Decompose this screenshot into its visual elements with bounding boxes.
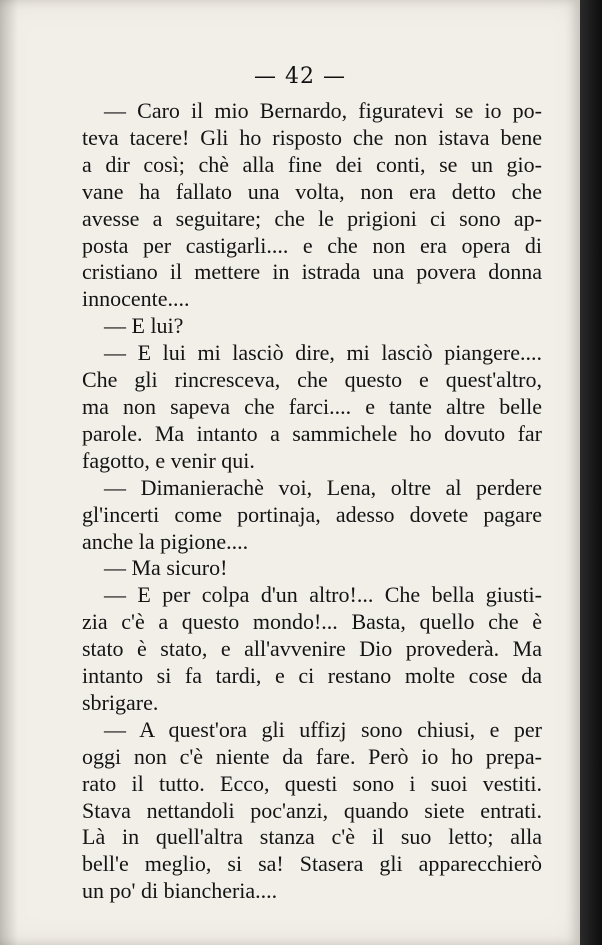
gutter-shadow — [0, 0, 18, 945]
text-line: vane ha fallato una volta, non era detto che — [82, 178, 542, 204]
text-line: posta per castigarli.... e che non era opera di — [82, 232, 542, 258]
text-line: stato è stato, e all'avvenire Dio provederà. Ma — [82, 636, 542, 662]
text-line: — Dimanierachè voi, Lena, oltre al perdere — [104, 474, 542, 500]
text-line: un po' di biancheria.... — [82, 878, 278, 904]
text-line: anche la pigione.... — [82, 528, 249, 554]
text-line: Che gli rincresceva, che questo e quest'altro, — [82, 367, 542, 393]
text-line: cristiano il mettere in istrada una povera donna — [82, 259, 542, 285]
text-line: sbrigare. — [82, 689, 159, 715]
text-line: oggi non c'è niente da fare. Però io ho prepa- — [82, 743, 542, 769]
text-line: Stava nettandoli poc'anzi, quando siete entrati. — [82, 797, 542, 823]
text-line: a dir così; chè alla fine dei conti, se un gio- — [82, 151, 542, 177]
text-line: gl'incerti come portinaja, adesso dovete pagare — [82, 501, 542, 527]
text-line: intanto si fa tardi, e ci restano molte cose da — [82, 663, 542, 689]
body-text — [82, 98, 542, 905]
book-edge — [580, 0, 602, 945]
page-number: — 42 — — [254, 64, 346, 89]
text-line: — A quest'ora gli uffizj sono chiusi, e per — [104, 716, 542, 742]
text-line: innocente.... — [82, 286, 190, 312]
text-line: parole. Ma intanto a sammichele ho dovuto far — [82, 420, 542, 446]
text-line: ma non sapeva che farci.... e tante altre belle — [82, 393, 542, 419]
text-line: — E lui? — [104, 313, 184, 339]
text-line: — E per colpa d'un altro!... Che bella giusti- — [104, 582, 542, 608]
text-line: fagotto, e venir qui. — [82, 447, 255, 473]
text-line: — E lui mi lasciò dire, mi lasciò piangere.... — [104, 340, 542, 366]
text-line: — Ma sicuro! — [104, 555, 228, 581]
text-line: Là in quell'altra stanza c'è il suo letto; alla — [82, 824, 542, 850]
text-line: teva tacere! Gli ho risposto che non istava bene — [82, 124, 542, 150]
text-line: bell'e meglio, si sa! Stasera gli apparecchierò — [82, 851, 542, 877]
text-line: avesse a seguitare; che le prigioni ci sono ap- — [82, 205, 542, 231]
text-line: rato il tutto. Ecco, questi sono i suoi vestiti. — [82, 770, 542, 796]
text-line: zia c'è a questo mondo!... Basta, quello che è — [82, 609, 542, 635]
text-line: — Caro il mio Bernardo, figuratevi se io po- — [104, 98, 542, 123]
